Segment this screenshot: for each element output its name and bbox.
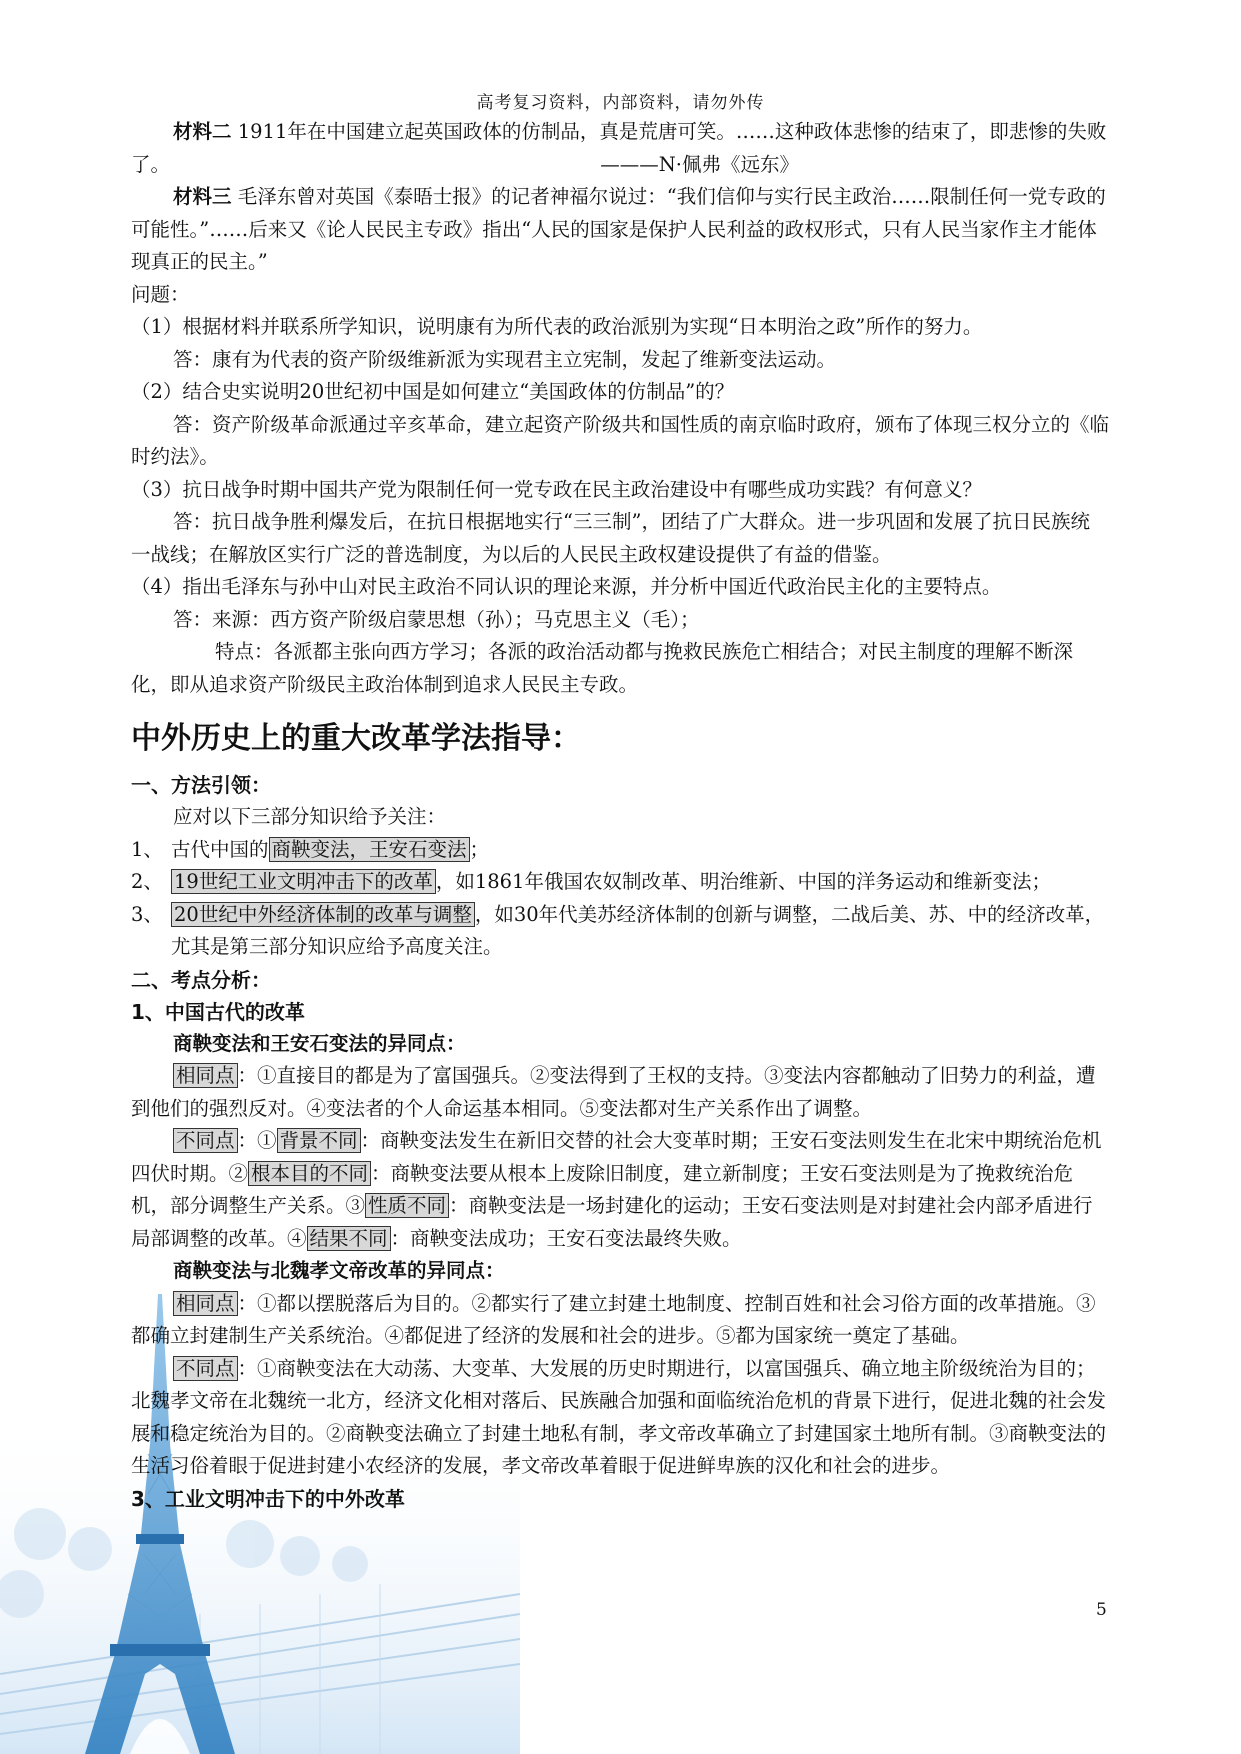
result-diff-text: ：商鞅变法成功；王安石变法最终失败。 — [390, 1226, 742, 1250]
answer-1: 答：康有为代表的资产阶级维新派为实现君主立宪制，发起了维新变法运动。 — [173, 347, 837, 371]
answer-2: 答：资产阶级革命派通过辛亥革命，建立起资产阶级共和国性质的南京临时政府，颁布了体现三权分立的《临时约法》。 — [131, 412, 1110, 468]
analysis-heading: 二、考点分析： — [131, 967, 271, 992]
page-number: 5 — [1096, 1600, 1107, 1620]
list-number: 1、 — [131, 837, 163, 861]
list-item-1 — [131, 834, 1109, 867]
list-item-1-suffix: ； — [469, 837, 490, 861]
purpose-diff-text: ：商鞅变法要从根本上废除旧制度，建立新制度；王安石变法则是为了挽救统治危机，部分调整生产关系。③ — [131, 1161, 1074, 1217]
nature-diff-box: 性质不同 — [365, 1193, 449, 1218]
list-item-3 — [131, 899, 1109, 964]
question-4: （4）指出毛泽东与孙中山对民主政治不同认识的理论来源，并分析中国近代政治民主化的主要特点。 — [131, 575, 1002, 598]
diff-label-box: 不同点 — [173, 1128, 238, 1153]
shang-xiaowen-differences — [131, 1353, 1109, 1483]
similarities-text: ：①直接目的都是为了富国强兵。②变法得到了王权的支持。③变法内容都触动了旧势力的利益，遭到他们的强烈反对。④变法者的个人命运基本相同。⑤变法都对生产关系作出了调整。 — [131, 1064, 1096, 1120]
material-two-source: ———N·佩弗《远东》 — [600, 152, 799, 176]
list-item-2-text: ，如1861年俄国农奴制改革、明治维新、中国的洋务运动和维新变法； — [435, 870, 1051, 893]
background-diff-box: 背景不同 — [277, 1128, 361, 1153]
diff-label-box: 不同点 — [173, 1356, 238, 1381]
material-three-label: 材料三 — [173, 185, 232, 208]
nature-diff-text: ：商鞅变法是一场封建化的运动；王安石变法则是对封建社会内部矛盾进行局部调整的改革。④ — [131, 1194, 1093, 1250]
highlight-box: 19世纪工业文明冲击下的改革 — [171, 869, 436, 894]
background-diff-text: ：商鞅变法发生在新旧交替的社会大变革时期；王安石变法则发生在北宋中期统治危机四伏时期。② — [131, 1129, 1102, 1185]
answer-4-features: 特点：各派都主张向西方学习；各派的政治活动都与挽救民族危亡相结合；对民主制度的理解不断深化，即从追求资产阶级民主政治体制到追求人民民主专政。 — [131, 640, 1074, 696]
material-three — [131, 181, 1109, 279]
same-label-box: 相同点 — [173, 1063, 238, 1088]
page-content — [131, 116, 1109, 1515]
highlight-box: 20世纪中外经济体制的改革与调整 — [171, 902, 475, 927]
similarities-text: ：①都以摆脱落后为目的。②都实行了建立封建土地制度、控制百姓和社会习俗方面的改革措施。③都确立封建制生产关系统治。④都促进了经济的发展和社会的进步。⑤都为国家统一奠定了基础。 — [131, 1291, 1096, 1347]
page-header: 高考复习资料，内部资料，请勿外传 — [476, 93, 765, 113]
ancient-reform-heading: 1、中国古代的改革 — [131, 999, 305, 1024]
shang-xiaowen-similarities — [131, 1288, 1109, 1353]
diff-connector: ：① — [237, 1129, 277, 1152]
list-number: 3、 — [131, 902, 163, 926]
answer-4-source: 答：来源：西方资产阶级启蒙思想（孙）；马克思主义（毛）； — [173, 607, 700, 631]
highlight-box: 商鞅变法，王安石变法 — [269, 837, 470, 862]
list-item-3-text: ，如30年代美苏经济体制的创新与调整，二战后美、苏、中的经济改革，尤其是第三部分知识应给予高度关注。 — [171, 902, 1105, 958]
material-two-text: 1911年在中国建立起英国政体的仿制品，真是荒唐可笑。……这种政体悲惨的结束了，即悲惨的失败了。 — [131, 120, 1107, 176]
question-3: （3）抗日战争时期中国共产党为限制任何一党专政在民主政治建设中有哪些成功实践？有何意义？ — [131, 477, 982, 501]
material-two-label: 材料二 — [173, 120, 232, 143]
questions-label: 问题： — [131, 282, 190, 306]
method-heading: 一、方法引领： — [131, 773, 271, 797]
result-diff-box: 结果不同 — [307, 1226, 391, 1251]
industrial-reform-heading: 3、工业文明冲击下的中外改革 — [131, 1486, 405, 1511]
list-item-1-prefix: 古代中国的 — [171, 837, 269, 861]
question-1: （1）根据材料并联系所学知识，说明康有为所代表的政治派别为实现“日本明治之政”所作的努力。 — [131, 315, 983, 338]
answer-3: 答：抗日战争胜利爆发后，在抗日根据地实行“三三制”，团结了广大群众。进一步巩固和发展了抗日民族统一战线；在解放区实行广泛的普选制度，为以后的人民民主政权建设提供了有益的借鉴。 — [131, 510, 1090, 566]
subheading-shang-xiaowen: 商鞅变法与北魏孝文帝改革的异同点： — [173, 1259, 505, 1282]
subheading-shang-wang: 商鞅变法和王安石变法的异同点： — [173, 1031, 466, 1055]
differences-text: ：①商鞅变法在大动荡、大变革、大发展的历史时期进行，以富国强兵、确立地主阶级统治为目的；北魏孝文帝在北魏统一北方，经济文化相对落后、民族融合加强和面临统治危机的背景下进行，促进北魏的社会发展和稳定统治为目的。②商鞅变法确立了封建土地私有制，孝文帝改革确立了封建国家土地所有制。③商鞅变法的生活习俗着眼于促进封建小农经济的发展，孝文帝改革着眼于促进鲜卑族的汉化和社会的进步。 — [131, 1356, 1107, 1477]
section-title: 中外历史上的重大改革学法指导： — [131, 721, 581, 756]
method-intro: 应对以下三部分知识给予关注： — [173, 805, 447, 828]
purpose-diff-box: 根本目的不同 — [248, 1161, 371, 1186]
question-2: （2）结合史实说明20世纪初中国是如何建立“美国政体的仿制品”的？ — [131, 380, 735, 403]
material-three-text: 毛泽东曾对英国《泰晤士报》的记者神福尔说过：“我们信仰与实行民主政治……限制任何一党专政的可能性。”……后来又《论人民民主专政》指出“人民的国家是保护人民利益的政权形式，只有人民当家作主才能体现真正的民主。” — [131, 185, 1106, 273]
list-number: 2、 — [131, 870, 163, 893]
list-item-2 — [131, 866, 1109, 899]
shang-wang-differences — [131, 1125, 1109, 1255]
same-label-box: 相同点 — [173, 1291, 238, 1316]
shang-wang-similarities — [131, 1060, 1109, 1125]
